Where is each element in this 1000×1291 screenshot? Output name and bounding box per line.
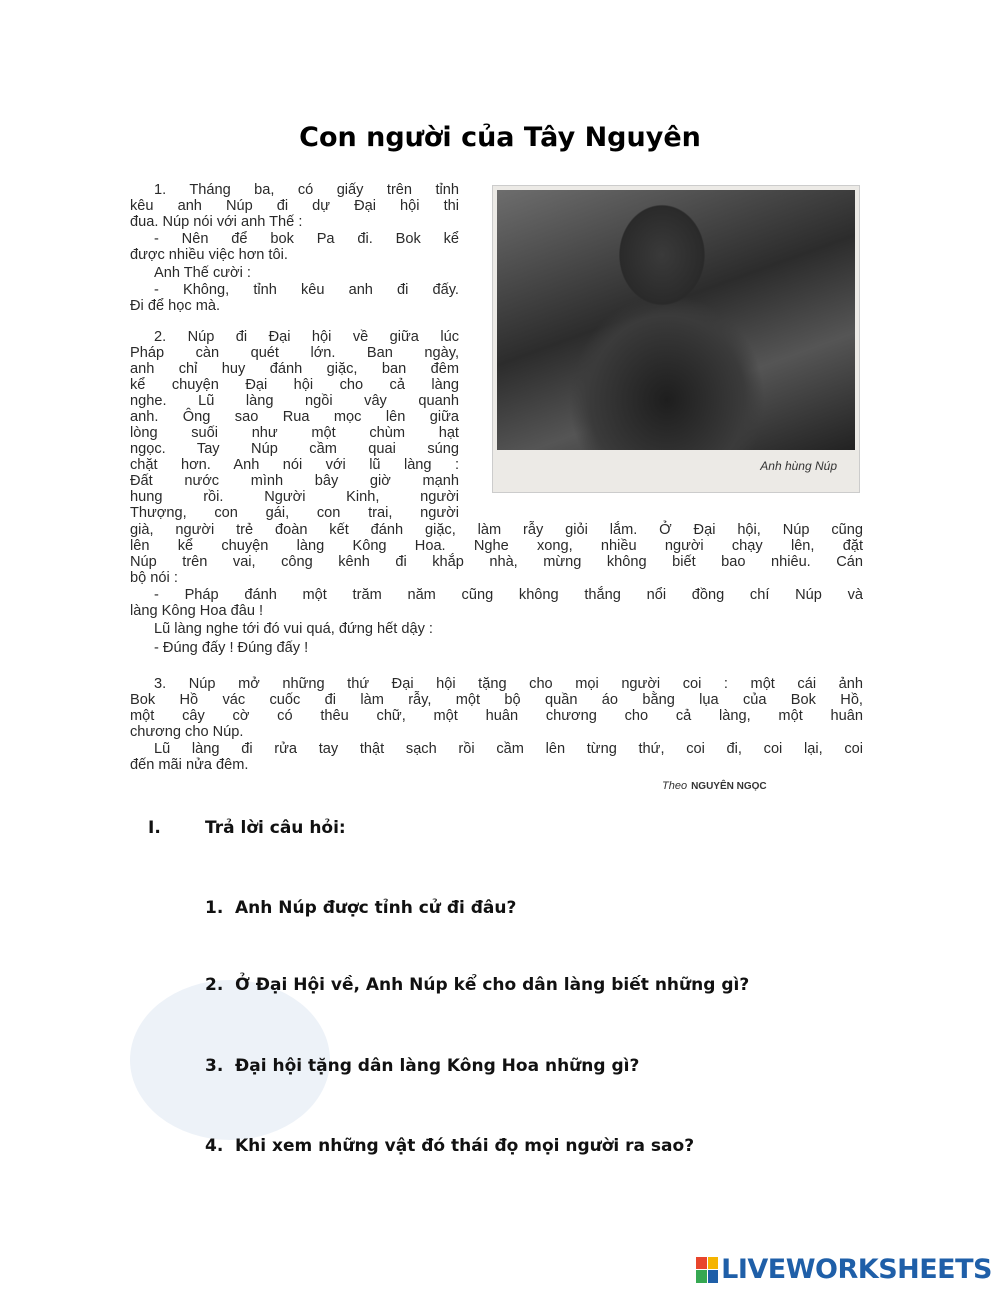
logo-square bbox=[696, 1257, 707, 1270]
logo-square bbox=[696, 1270, 707, 1283]
passage-line: Lũ làng nghe tới đó vui quá, đứng hết dậy : bbox=[154, 621, 433, 637]
passage-line: - Nên để bok Pa đi. Bok kể bbox=[154, 231, 459, 247]
question-4 bbox=[205, 1136, 694, 1156]
passage-line: lòng suối như một chùm hạt bbox=[130, 425, 459, 441]
passage-line: kêu anh Núp đi dự Đại hội thi bbox=[130, 198, 459, 214]
question-text: Ở Đại Hội về, Anh Núp kể cho dân làng biết những gì? bbox=[235, 975, 750, 995]
passage-line: 1. Tháng ba, có giấy trên tỉnh bbox=[154, 182, 459, 198]
logo-square bbox=[708, 1270, 719, 1283]
passage-line: - Đúng đấy ! Đúng đấy ! bbox=[154, 640, 309, 656]
section-numeral: I. bbox=[148, 818, 161, 838]
passage-credit bbox=[662, 780, 767, 792]
photo-anh-hung-nup bbox=[492, 185, 860, 493]
portrait-image bbox=[497, 190, 855, 450]
photo-caption: Anh hùng Núp bbox=[760, 459, 837, 473]
passage-line: một cây cờ có thêu chữ, một huân chương cho cả làng, một huân bbox=[130, 708, 863, 724]
passage-line: hung rồi. Người Kinh, người bbox=[130, 489, 459, 505]
passage-line: Bok Hồ vác cuốc đi làm rẫy, một bộ quần áo bằng lụa của Bok Hồ, bbox=[130, 692, 863, 708]
passage-line: nghe. Lũ làng ngồi vây quanh bbox=[130, 393, 459, 409]
passage-line: Thượng, con gái, con trai, người bbox=[130, 505, 459, 521]
question-2 bbox=[205, 975, 749, 995]
logo-mark-icon bbox=[696, 1257, 718, 1283]
passage-line: bộ nói : bbox=[130, 570, 178, 586]
passage-line: chương cho Núp. bbox=[130, 724, 244, 740]
question-text: Anh Núp được tỉnh cử đi đâu? bbox=[235, 898, 517, 918]
passage-line: - Pháp đánh một trăm năm cũng không thắng nổi đồng chí Núp và bbox=[154, 587, 863, 603]
question-1 bbox=[205, 898, 516, 918]
logo-text: LIVEWORKSHEETS bbox=[721, 1254, 992, 1285]
passage-line: anh chỉ huy đánh giặc, ban đêm bbox=[130, 361, 459, 377]
question-3 bbox=[205, 1056, 639, 1076]
passage-line: 3. Núp mở những thứ Đại hội tặng cho mọi người coi : một cái ảnh bbox=[154, 676, 863, 692]
passage-line: đua. Núp nói với anh Thế : bbox=[130, 214, 303, 230]
question-number: 2. bbox=[205, 975, 224, 995]
passage-line: Núp trên vai, công kênh đi khắp nhà, mừng không biết bao nhiêu. Cán bbox=[130, 554, 863, 570]
passage-line: Anh Thế cười : bbox=[154, 265, 251, 281]
passage-line: làng Kông Hoa đâu ! bbox=[130, 603, 264, 619]
passage-line: chặt hơn. Anh nói với lũ làng : bbox=[130, 457, 459, 473]
passage-line: được nhiều việc hơn tôi. bbox=[130, 247, 288, 263]
passage-line: già, người trẻ đoàn kết đánh giặc, làm rẫy giỏi lắm. Ở Đại hội, Núp cũng bbox=[130, 522, 863, 538]
question-text: Đại hội tặng dân làng Kông Hoa những gì? bbox=[235, 1056, 640, 1076]
passage-line: ngọc. Tay Núp cầm quai súng bbox=[130, 441, 459, 457]
passage-line: - Không, tỉnh kêu anh đi đấy. bbox=[154, 282, 459, 298]
question-number: 1. bbox=[205, 898, 224, 918]
logo-square bbox=[708, 1257, 719, 1270]
passage-line: anh. Ông sao Rua mọc lên giữa bbox=[130, 409, 459, 425]
credit-author: NGUYÊN NGỌC bbox=[691, 781, 767, 792]
question-text: Khi xem những vật đó thái đọ mọi người ra sao? bbox=[235, 1136, 695, 1156]
liveworksheets-logo bbox=[696, 1254, 992, 1285]
question-number: 4. bbox=[205, 1136, 224, 1156]
passage-line: Đi để học mà. bbox=[130, 298, 221, 314]
page-title: Con người của Tây Nguyên bbox=[299, 122, 701, 153]
passage-line: Pháp càn quét lớn. Ban ngày, bbox=[130, 345, 459, 361]
passage-line: Lũ làng đi rửa tay thật sạch rồi cầm lên từng thứ, coi đi, coi lại, coi bbox=[154, 741, 863, 757]
question-number: 3. bbox=[205, 1056, 224, 1076]
passage-line: 2. Núp đi Đại hội về giữa lúc bbox=[154, 329, 459, 345]
passage-line: kể chuyện Đại hội cho cả làng bbox=[130, 377, 459, 393]
credit-prefix: Theo bbox=[662, 780, 688, 792]
passage-line: lên kể chuyện làng Kông Hoa. Nghe xong, nhiều người chạy lên, đặt bbox=[130, 538, 863, 554]
passage-line: đến mãi nửa đêm. bbox=[130, 757, 249, 773]
section-heading: Trả lời câu hỏi: bbox=[205, 818, 346, 838]
passage-line: Đất nước mình bây giờ mạnh bbox=[130, 473, 459, 489]
